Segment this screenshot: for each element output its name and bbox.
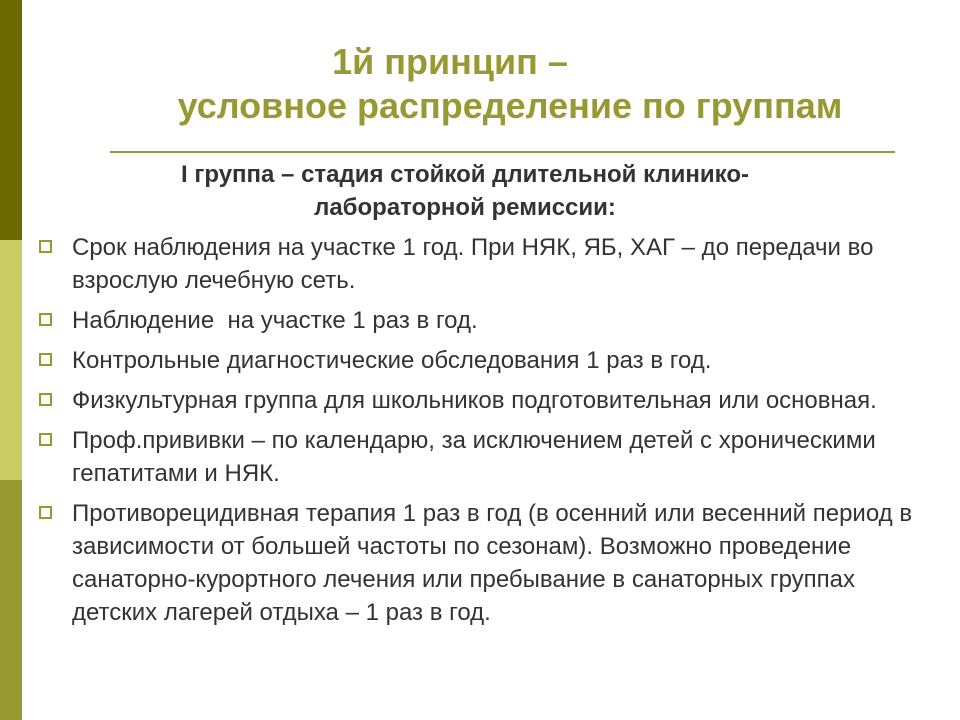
- bullet-text-1: Срок наблюдения на участке 1 год. При НЯК, ЯБ, ХАГ – до передачи во взрослую лечебную сеть.: [72, 234, 874, 294]
- bullet-item-6: [36, 497, 916, 629]
- bullet-item-5: [36, 424, 916, 490]
- slide-title-line-2: условное распределение по группам: [177, 85, 843, 126]
- hollow-square-bullet-icon: [39, 433, 52, 446]
- hollow-square-bullet-icon: [39, 353, 52, 366]
- bullet-item-1: [36, 231, 916, 297]
- bullet-text-2: Наблюдение на участке 1 раз в год.: [72, 307, 478, 334]
- bullet-text-5: Проф.прививки – по календарю, за исключением детей с хроническими гепатитами и НЯК.: [72, 427, 876, 487]
- bullet-list: [36, 231, 916, 636]
- slide-title-line-1: 1й принцип –: [332, 41, 568, 82]
- bullet-text-3: Контрольные диагностические обследования 1 раз в год.: [72, 347, 712, 374]
- bullet-text-4: Физкультурная группа для школьников подготовительная или основная.: [72, 387, 877, 414]
- bullet-item-4: [36, 384, 916, 417]
- bullet-item-3: [36, 344, 916, 377]
- hollow-square-bullet-icon: [39, 393, 52, 406]
- slide-title: [60, 40, 940, 128]
- hollow-square-bullet-icon: [39, 240, 52, 253]
- title-divider: [110, 151, 895, 153]
- group-heading: I группа – стадия стойкой длительной клинико-лабораторной ремиссии:: [181, 161, 749, 221]
- sidebar-segment-middle: [0, 240, 22, 480]
- sidebar-segment-bottom: [0, 480, 22, 720]
- hollow-square-bullet-icon: [39, 506, 52, 519]
- bullet-text-6: Противорецидивная терапия 1 раз в год (в осенний или весенний период в зависимости от большей частоты по сезонам). Возможно проведение санаторно-курортного лечения или пребывание в санаторных группах детских лагерей отдыха – 1 раз в год.: [72, 500, 913, 626]
- sidebar-segment-top: [0, 0, 22, 240]
- hollow-square-bullet-icon: [39, 313, 52, 326]
- bullet-item-2: [36, 304, 916, 337]
